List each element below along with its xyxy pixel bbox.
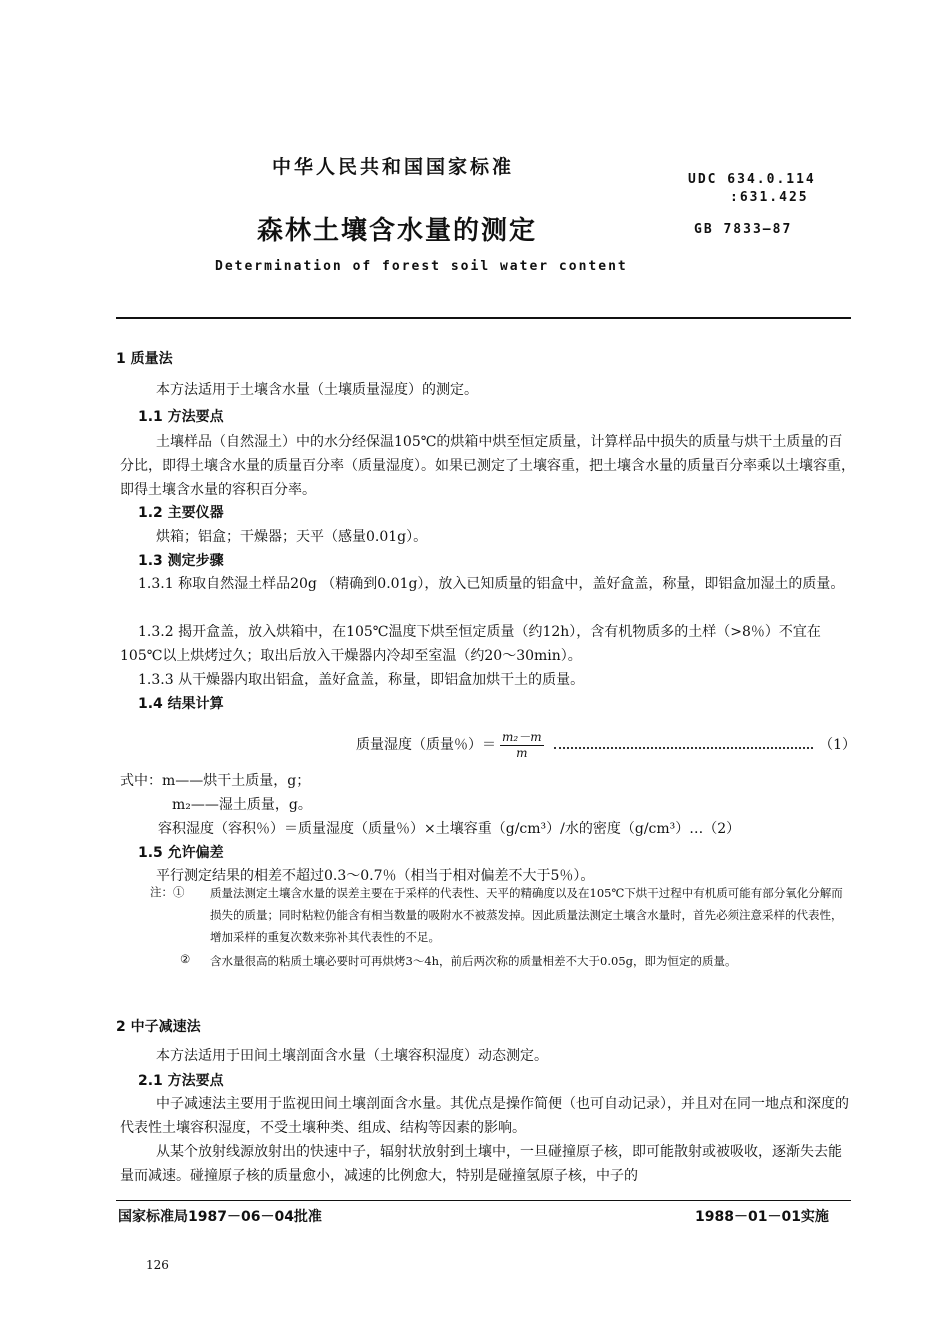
section-1-2-heading: 1.2 主要仪器	[138, 505, 224, 521]
gb-number: GB 7833—87	[694, 222, 793, 237]
formula-1-number: （1）	[819, 737, 856, 753]
formula-1-left: 质量湿度（质量％）＝	[356, 737, 496, 753]
section-1-1-text: 土壤样品（自然湿土）中的水分经保温105℃的烘箱中烘至恒定质量，计算样品中损失的质量与烘干土质量的百分比，即得土壤含水量的质量百分率（质量湿度）。如果已测定了土壤容重，把土壤含水量的质量百分率乘以土壤容重，即得土壤含水量的容积百分率。	[120, 434, 855, 498]
section-2-1-text-2: 从某个放射线源放射出的快速中子，辐射状放射到土壤中，一旦碰撞原子核，即可能散射或被吸收，逐渐失去能量而减速。碰撞原子核的质量愈小，减速的比例愈大，特别是碰撞氢原子核，中子的	[120, 1144, 842, 1184]
section-2-1-text-1: 中子减速法主要用于监视田间土壤剖面含水量。其优点是操作简便（也可自动记录），并且对在同一地点和深度的代表性土壤容积湿度，不受土壤种类、组成、结构等因素的影响。	[120, 1096, 849, 1136]
udc-code-line1: UDC 634.0.114	[688, 172, 816, 187]
formula-1-numerator: m₂－m	[502, 730, 542, 744]
section-1-heading: 1 质量法	[116, 351, 173, 367]
formula-2: 容积湿度（容积％）＝质量湿度（质量％）×土壤容重（g/cm³）/水的密度（g/cm³）…（2）	[158, 821, 741, 837]
section-1-4-heading: 1.4 结果计算	[138, 696, 224, 712]
page-number: 126	[146, 1258, 169, 1272]
formula-1-fraction	[500, 728, 544, 760]
step-1-3-2: 1.3.2 揭开盒盖，放入烘箱中，在105℃温度下烘至恒定质量（约12h），含有机物质多的土样（>8％）不宜在105℃以上烘烤过久；取出后放入干燥器内冷却至室温（约20～30min）。	[120, 624, 821, 664]
formula-1-leader-dots	[554, 739, 814, 749]
document-title-en: Determination of forest soil water content	[215, 259, 628, 274]
note-2-label: ②	[180, 952, 191, 966]
formula-1	[356, 728, 856, 760]
approval-date: 国家标准局1987－06－04批准	[118, 1209, 322, 1225]
header-rule	[116, 317, 851, 319]
formula-1-denominator: m	[516, 746, 528, 760]
section-2-intro: 本方法适用于田间土壤剖面含水量（土壤容积湿度）动态测定。	[156, 1048, 548, 1064]
section-1-3-heading: 1.3 测定步骤	[138, 553, 224, 569]
udc-code-line2: :631.425	[730, 190, 809, 205]
section-1-5-heading: 1.5 允许偏差	[138, 845, 224, 861]
section-1-intro: 本方法适用于土壤含水量（土壤质量湿度）的测定。	[156, 382, 478, 398]
formula-1-where-2: m₂——湿土质量，g。	[172, 797, 312, 813]
implementation-date: 1988－01－01实施	[695, 1209, 829, 1225]
issuing-authority: 中华人民共和国国家标准	[272, 156, 515, 178]
note-label: 注：①	[150, 885, 185, 899]
note-1: 质量法测定土壤含水量的误差主要在于采样的代表性、天平的精确度以及在105℃下烘干过程中有机质可能有部分氧化分解而损失的质量；同时粘粒仍能含有相当数量的吸附水不被蒸发掉。因此质量法测定土壤含水量时，首先必须注意采样的代表性，增加采样的重复次数来弥补其代表性的不足。	[210, 886, 843, 944]
section-1-1-heading: 1.1 方法要点	[138, 409, 224, 425]
step-1-3-1: 1.3.1 称取自然湿土样品20g （精确到0.01g），放入已知质量的铝盒中，盖好盒盖，称量，即铝盒加湿土的质量。	[138, 576, 845, 592]
footer-rule	[116, 1200, 851, 1201]
section-1-2-text: 烘箱；铝盒；干燥器；天平（感量0.01g）。	[156, 529, 428, 545]
step-1-3-3: 1.3.3 从干燥器内取出铝盒，盖好盒盖，称量，即铝盒加烘干土的质量。	[138, 672, 585, 688]
section-2-heading: 2 中子减速法	[116, 1019, 201, 1035]
note-2: 含水量很高的粘质土壤必要时可再烘烤3～4h，前后两次称的质量相差不大于0.05g，即为恒定的质量。	[210, 954, 737, 968]
section-2-1-heading: 2.1 方法要点	[138, 1073, 224, 1089]
document-title-cn: 森林土壤含水量的测定	[257, 216, 538, 246]
formula-1-where-1: 式中：m——烘干土质量，g；	[120, 773, 311, 789]
section-1-5-text: 平行测定结果的相差不超过0.3～0.7％（相当于相对偏差不大于5％）。	[156, 868, 595, 884]
